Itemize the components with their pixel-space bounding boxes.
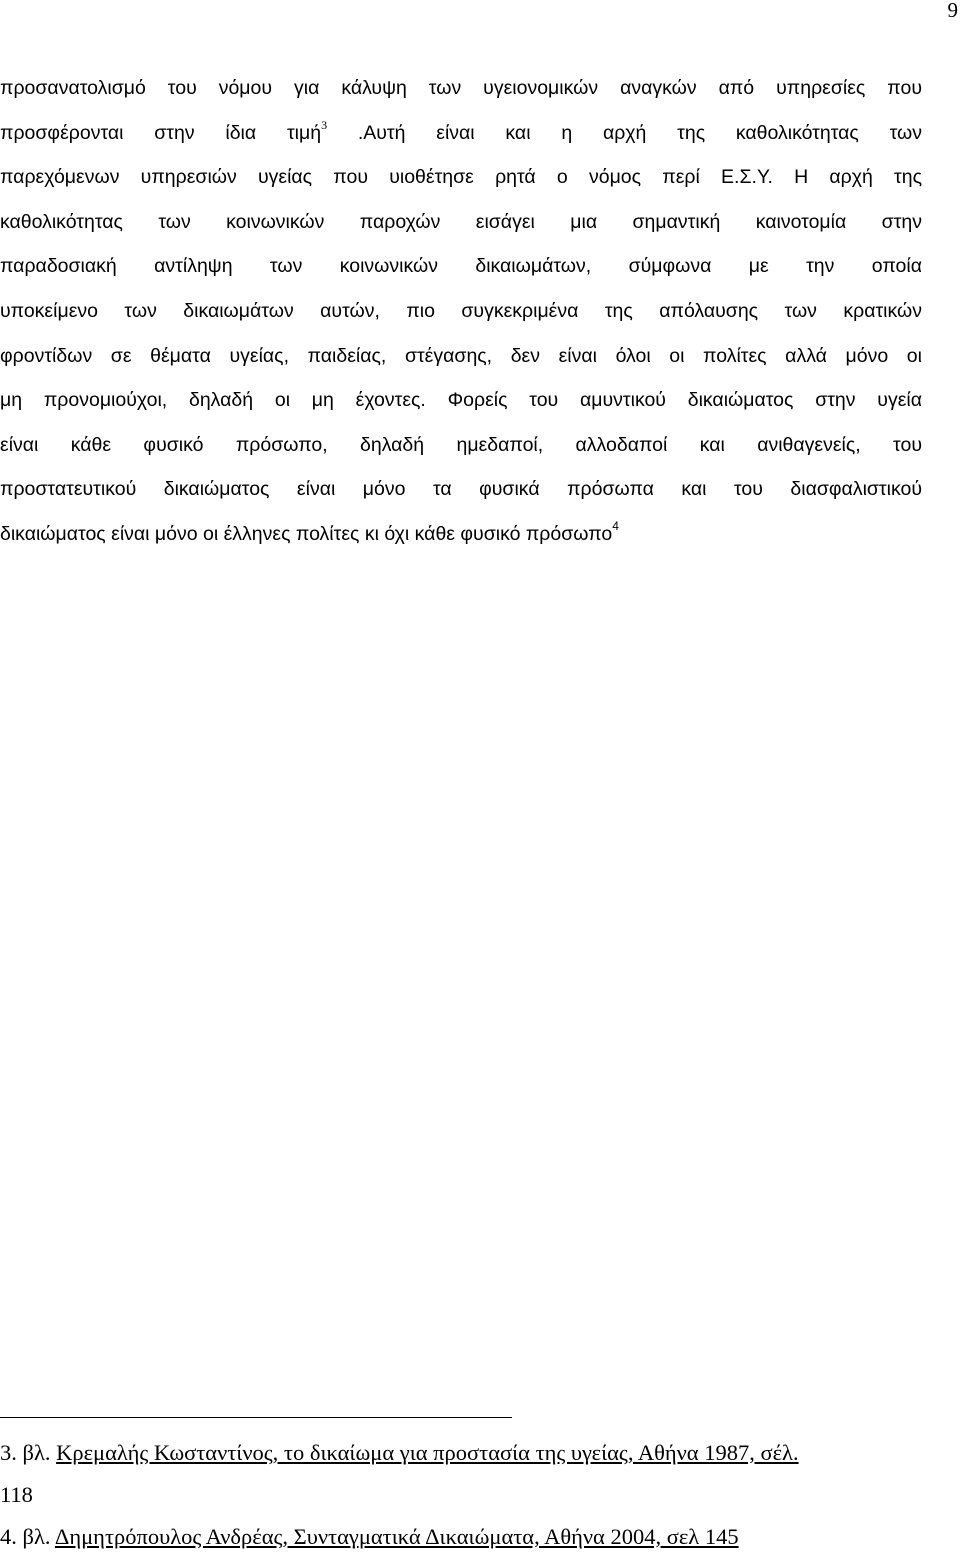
footnote-3-continuation: 118 — [0, 1482, 33, 1507]
body-line-2-end: .Αυτή είναι και η αρχή της καθολικότητας των — [357, 121, 922, 144]
body-line-2-start: προσφέρονται στην ίδια τιμή — [0, 121, 322, 144]
body-line-4: καθολικότητας των κοινωνικών παροχών εισάγει μια σημαντική καινοτομία στην — [0, 210, 922, 233]
footnote-3 — [0, 1432, 930, 1474]
footnote-3-text: Κρεμαλής Κωσταντίνος, το δικαίωμα για προστασία της υγείας, Αθήνα 1987, σέλ. — [56, 1440, 799, 1465]
body-line-2 — [0, 113, 922, 158]
body-line-3: παρεχόμενων υπηρεσιών υγείας που υιοθέτησε ρητά ο νόμος περί Ε.Σ.Υ. Η αρχή της — [0, 166, 922, 189]
footnote-4-prefix: 4. βλ. — [0, 1524, 55, 1549]
page-number: 9 — [947, 0, 958, 22]
footnote-4 — [0, 1516, 930, 1558]
body-line-8: μη προνομιούχοι, δηλαδή οι μη έχοντες. Φορείς του αμυντικού δικαιώματος στην υγεία — [0, 389, 922, 412]
footnote-3-prefix: 3. βλ. — [0, 1440, 57, 1465]
footnote-ref-4: 4 — [612, 519, 619, 534]
body-line-9: είναι κάθε φυσικό πρόσωπο, δηλαδή ημεδαποί, αλλοδαποί και ανιθαγενείς, του — [0, 433, 922, 456]
footnote-ref-3: 3 — [321, 118, 328, 133]
body-paragraph — [0, 68, 922, 559]
footnote-separator — [0, 1417, 512, 1418]
body-line-11 — [0, 514, 922, 559]
body-line-7: φροντίδων σε θέματα υγείας, παιδείας, στέγασης, δεν είναι όλοι οι πολίτες αλλά μόνο οι — [0, 344, 922, 367]
body-line-11-text: δικαιώματος είναι μόνο οι έλληνες πολίτες κι όχι κάθε φυσικό πρόσωπο — [0, 522, 613, 545]
body-line-1: προσανατολισμό του νόμου για κάλυψη των υγειονομικών αναγκών από υπηρεσίες που — [0, 77, 922, 99]
body-line-10: προστατευτικού δικαιώματος είναι μόνο τα φυσικά πρόσωπα και του διασφαλιστικού — [0, 478, 922, 501]
footnote-4-text: Δημητρόπουλος Ανδρέας, Συνταγματικά Δικαιώματα, Αθήνα 2004, σελ 145 — [54, 1524, 739, 1549]
footnotes — [0, 1432, 930, 1558]
body-line-5: παραδοσιακή αντίληψη των κοινωνικών δικαιωμάτων, σύμφωνα με την οποία — [0, 255, 922, 278]
body-line-6: υποκείμενο των δικαιωμάτων αυτών, πιο συγκεκριμένα της απόλαυσης των κρατικών — [0, 299, 922, 322]
